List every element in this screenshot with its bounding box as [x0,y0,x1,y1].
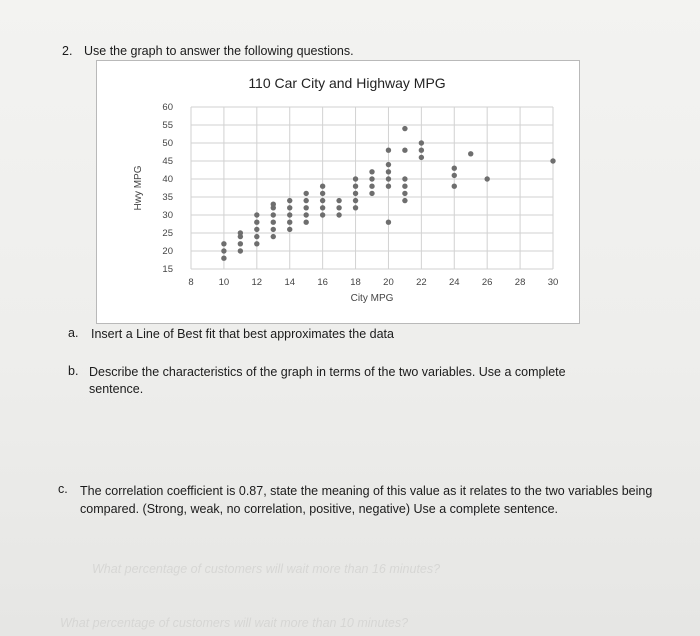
data-point [402,126,407,131]
scatter-chart [96,60,580,324]
data-point [369,184,374,189]
data-point [320,198,325,203]
data-point [353,176,358,181]
data-point [402,184,407,189]
y-tick-label: 40 [162,174,173,185]
part-b-label: b. [68,364,79,378]
x-tick-label: 12 [251,277,263,288]
data-point [353,205,358,210]
data-point [238,230,243,235]
x-axis-ticks [188,277,558,288]
data-point [452,166,457,171]
data-point [419,148,424,153]
chart-title: 110 Car City and Highway MPG [248,75,446,91]
data-point [402,176,407,181]
data-point [419,140,424,145]
data-point [271,202,276,207]
y-tick-label: 25 [162,228,173,239]
x-tick-label: 10 [218,277,230,288]
y-tick-label: 30 [162,210,173,221]
data-point [254,227,259,232]
data-point [386,169,391,174]
bleed-through-text: What percentage of customers will wait more than 10 minutes? [60,616,409,630]
question-number: 2. [62,44,73,58]
x-tick-label: 20 [383,277,394,288]
data-point [254,241,259,246]
data-point [287,205,292,210]
y-tick-label: 35 [162,192,173,203]
data-point [303,191,308,196]
data-point [369,169,374,174]
data-point [320,184,325,189]
y-tick-label: 50 [162,138,173,149]
data-point [369,191,374,196]
data-point [320,212,325,217]
data-point [402,148,407,153]
data-point [320,205,325,210]
data-point [402,191,407,196]
data-point [386,184,391,189]
data-point [468,151,473,156]
data-point [303,212,308,217]
x-tick-label: 18 [350,277,361,288]
data-point [353,184,358,189]
data-point [287,212,292,217]
data-point [221,248,226,253]
y-tick-label: 15 [162,264,173,275]
data-point [221,256,226,261]
x-tick-label: 28 [514,277,526,288]
data-point [402,198,407,203]
data-point [353,198,358,203]
data-point [271,212,276,217]
x-tick-label: 14 [284,277,296,288]
x-tick-label: 24 [448,277,460,288]
data-point [303,220,308,225]
data-point [336,212,341,217]
part-c-text: The correlation coefficient is 0.87, state the meaning of this value as it relates to the two variables being compared. (Strong, weak, no correlation, positive, negative) Use a complete sentence. [80,484,653,516]
part-a-text: Insert a Line of Best fit that best approximates the data [91,327,394,341]
data-point [484,176,489,181]
data-point [303,205,308,210]
data-point [287,227,292,232]
data-point [238,241,243,246]
bleed-through-text: What percentage of customers will wait more than 16 minutes? [92,562,441,576]
x-tick-label: 8 [188,277,194,288]
data-point [271,220,276,225]
data-point [419,155,424,160]
data-point [238,248,243,253]
data-point [452,173,457,178]
data-point [287,220,292,225]
y-tick-label: 45 [162,156,173,167]
data-point [254,234,259,239]
y-tick-label: 60 [162,102,173,113]
data-point [221,241,226,246]
part-a-label: a. [68,326,79,340]
y-tick-label: 20 [162,246,173,257]
data-point [303,198,308,203]
x-tick-label: 30 [547,277,559,288]
data-point [353,191,358,196]
x-tick-label: 26 [481,277,493,288]
part-c-label: c. [58,482,68,496]
y-tick-label: 55 [162,120,173,131]
data-point [320,191,325,196]
data-point [386,148,391,153]
data-point [386,162,391,167]
data-point [336,205,341,210]
data-point [271,234,276,239]
data-point [550,158,555,163]
y-axis-title: Hwy MPG [133,165,144,211]
x-axis-title: City MPG [350,293,394,304]
x-tick-label: 16 [317,277,328,288]
data-point [271,227,276,232]
part-b-text: Describe the characteristics of the graph in terms of the two variables. Use a complete sentence. [89,365,566,396]
data-point [386,220,391,225]
y-axis-ticks [162,102,173,275]
data-point [336,198,341,203]
question-stem: Use the graph to answer the following questions. [84,44,354,58]
scatter-chart-svg [97,61,581,325]
x-tick-label: 22 [416,277,427,288]
data-point [369,176,374,181]
data-point [287,198,292,203]
data-point [254,212,259,217]
data-point [254,220,259,225]
data-point [452,184,457,189]
data-point [386,176,391,181]
